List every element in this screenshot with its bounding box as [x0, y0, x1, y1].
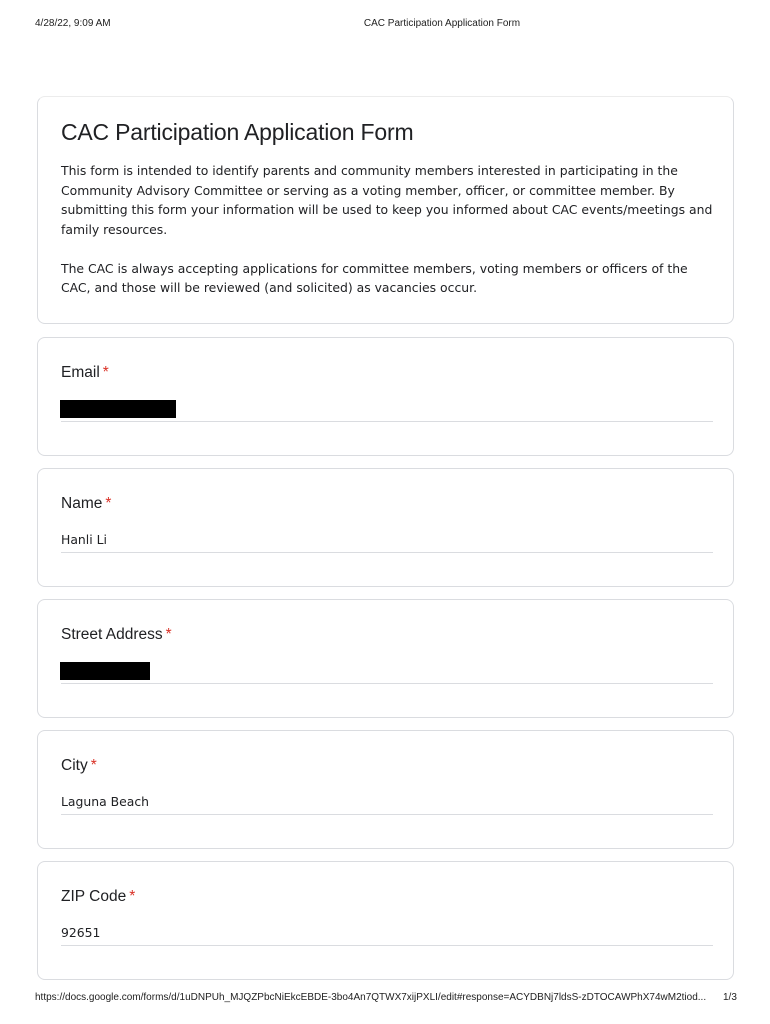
- question-label-name: [61, 495, 111, 513]
- print-date: 4/28/22, 9:09 AM: [35, 18, 111, 29]
- city-answer: [61, 793, 713, 815]
- page-number: 1/3: [723, 992, 737, 1003]
- street-address-label: Street Address: [61, 626, 163, 643]
- city-value: Laguna Beach: [61, 794, 149, 809]
- required-asterisk: *: [165, 626, 172, 643]
- required-asterisk: *: [129, 888, 136, 905]
- form-description-paragraph-1: This form is intended to identify parents and community members interested in participating in the Community Advisory Committee or serving as a voting member, officer, or committee member. By submitting this form your information will be used to keep you informed about CAC events/meetings and family resources.: [61, 163, 713, 237]
- question-card-city: [37, 730, 734, 849]
- form-description: [61, 161, 716, 298]
- name-label: Name: [61, 495, 103, 512]
- form-title: CAC Participation Application Form: [61, 119, 414, 145]
- name-answer: [61, 531, 713, 553]
- print-header: [0, 18, 770, 32]
- print-title: CAC Participation Application Form: [363, 18, 521, 29]
- question-card-name: [37, 468, 734, 587]
- required-asterisk: *: [105, 495, 112, 512]
- question-label-zip-code: [61, 888, 135, 906]
- question-label-city: [61, 757, 97, 775]
- zip-code-value: 92651: [61, 925, 101, 940]
- redaction-bar: [60, 400, 176, 418]
- zip-code-answer: [61, 924, 713, 946]
- street-address-answer: [61, 662, 713, 684]
- question-label-street-address: [61, 626, 172, 644]
- question-card-email: [37, 337, 734, 456]
- required-asterisk: *: [102, 364, 109, 381]
- form-description-paragraph-2: The CAC is always accepting applications for committee members, voting members or officers of the CAC, and those will be reviewed (and solicited) as vacancies occur.: [61, 260, 688, 295]
- zip-code-label: ZIP Code: [61, 888, 127, 905]
- city-label: City: [61, 757, 88, 774]
- redaction-bar: [60, 662, 150, 680]
- name-value: Hanli Li: [61, 532, 107, 547]
- question-card-street-address: [37, 599, 734, 718]
- print-url: https://docs.google.com/forms/d/1uDNPUh_MJQZPbcNiEkcEBDE-3bo4An7QTWX7xijPXLI/edit#response=ACYDBNj7ldsS-zDTOCAWPhX74wM2tiod...: [35, 992, 707, 1003]
- required-asterisk: *: [90, 757, 97, 774]
- question-card-zip-code: [37, 861, 734, 980]
- question-label-email: [61, 364, 109, 382]
- email-label: Email: [61, 364, 100, 381]
- form-header-card: [37, 96, 734, 324]
- email-answer: [61, 400, 713, 422]
